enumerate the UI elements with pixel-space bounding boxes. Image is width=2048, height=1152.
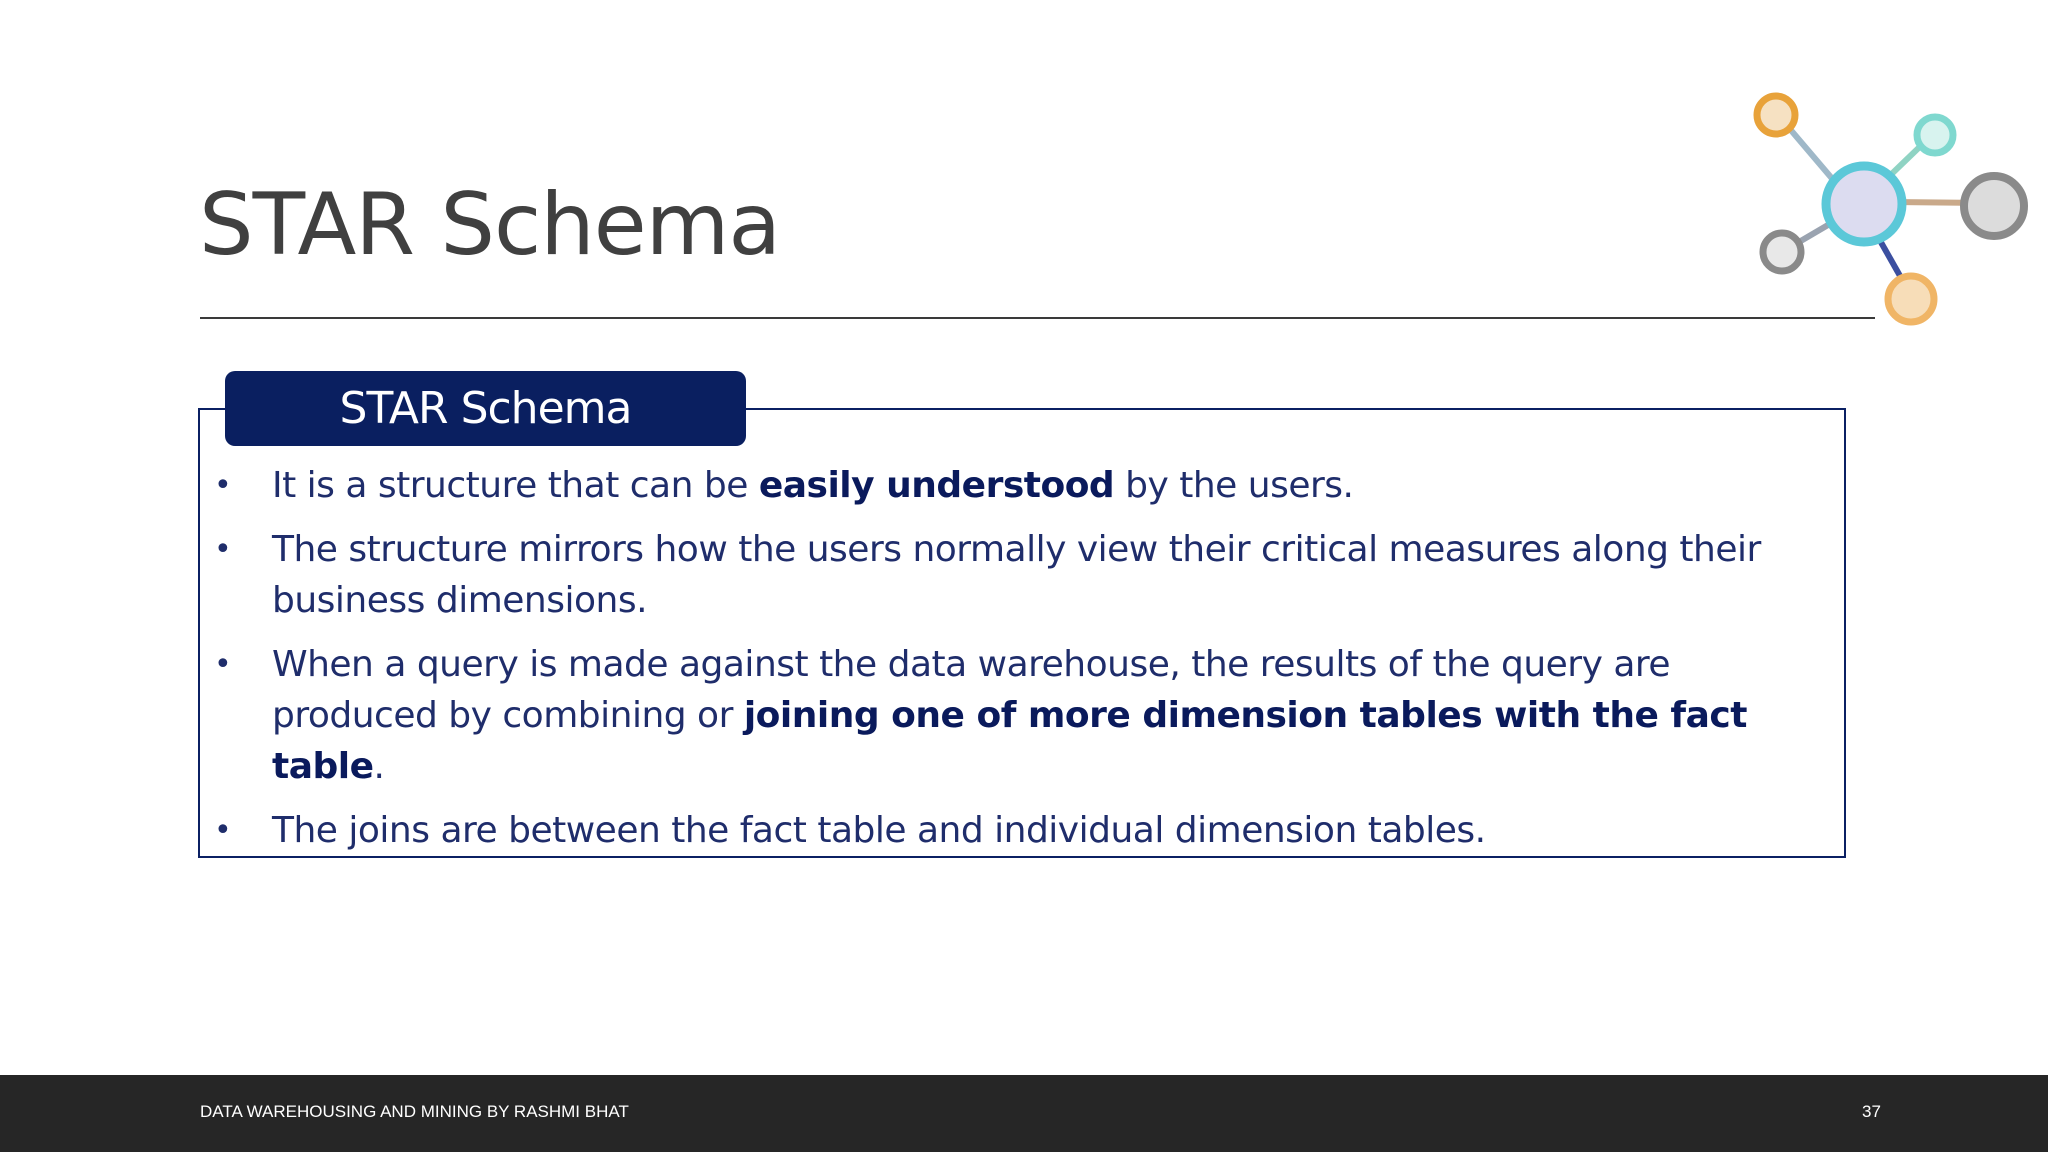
bullet-text: The joins are between the fact table and individual dimension tables.	[272, 810, 1486, 851]
bullet-emphasis: easily understood	[758, 465, 1115, 506]
bullet-item	[208, 805, 1808, 856]
bullet-text: When a query is made against the data warehouse, the results of the query are produced by combining or	[272, 644, 1671, 736]
box-header: STAR Schema	[225, 371, 746, 446]
bullet-text: The structure mirrors how the users normally view their critical measures along their business dimensions.	[272, 529, 1761, 621]
bullet-item	[208, 524, 1808, 626]
footer-bar	[0, 1075, 2048, 1152]
page-number: 37	[1862, 1102, 1881, 1121]
node-teal	[1917, 117, 1953, 153]
bullet-dot: •	[214, 813, 232, 848]
footer-text: DATA WAREHOUSING AND MINING BY RASHMI BHAT	[200, 1102, 629, 1121]
bullet-text: .	[373, 746, 385, 787]
bullet-text: It is a structure that can be	[272, 465, 759, 506]
bullet-item	[208, 639, 1808, 792]
bullet-dot: •	[214, 532, 232, 567]
node-gray-small	[1763, 233, 1801, 271]
page-title: STAR Schema	[199, 175, 781, 275]
node-center	[1826, 166, 1902, 242]
node-orange	[1757, 96, 1795, 134]
bullet-item	[208, 460, 1808, 511]
node-gray-large	[1964, 176, 2024, 236]
bullet-dot: •	[214, 647, 232, 682]
bullet-text: by the users.	[1114, 465, 1354, 506]
bullet-dot: •	[214, 468, 232, 503]
bullet-list	[208, 460, 1808, 869]
node-light-orange	[1888, 276, 1934, 322]
network-nodes-icon	[1740, 85, 2040, 335]
title-divider	[200, 317, 1875, 319]
bullet-emphasis: joining one of more dimension tables with the fact table	[272, 695, 1747, 787]
